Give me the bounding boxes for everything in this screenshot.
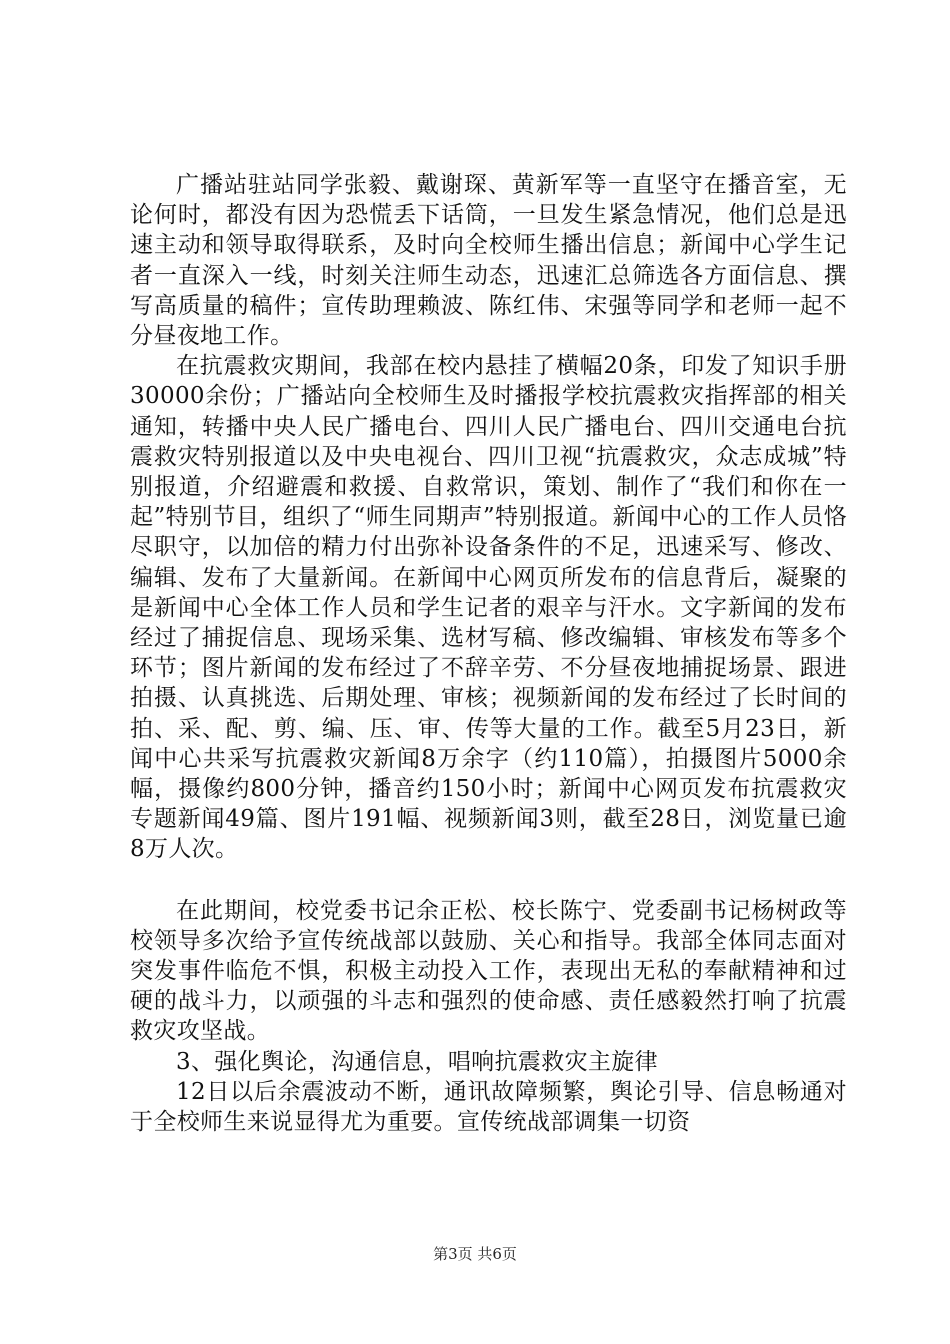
document-body xyxy=(130,170,847,1137)
paragraph-relief-period: 在抗震救灾期间，我部在校内悬挂了横幅20条，印发了知识手册30000余份；广播站向全校师生及时播报学校抗震救灾指挥部的相关通知，转播中央人民广播电台、四川人民广播电台、四川交通电台抗震救灾特别报道以及中央电视台、四川卫视“抗震救灾，众志成城”特别报道，介绍避震和救援、自救常识，策划、制作了“我们和你在一起”特别节目，组织了“师生同期声”特别报道。新闻中心的工作人员恪尽职守，以加倍的精力付出弥补设备条件的不足，迅速采写、修改、编辑、发布了大量新闻。在新闻中心网页所发布的信息背后，凝聚的是新闻中心全体工作人员和学生记者的艰辛与汗水。文字新闻的发布经过了捕捉信息、现场采集、选材写稿、修改编辑、审核发布等多个环节；图片新闻的发布经过了不辞辛劳、不分昼夜地捕捉场景、跟进拍摄、认真挑选、后期处理、审核；视频新闻的发布经过了长时间的拍、采、配、剪、编、压、审、传等大量的工作。截至5月23日，新闻中心共采写抗震救灾新闻8万余字（约110篇），拍摄图片5000余幅，摄像约800分钟，播音约150小时；新闻中心网页发布抗震救灾专题新闻49篇、图片191幅、视频新闻3则，截至28日，浏览量已逾8万人次。 xyxy=(130,353,847,863)
paragraph-final: 12日以后余震波动不断，通讯故障频繁，舆论引导、信息畅通对于全校师生来说显得尤为重要。宣传统战部调集一切资 xyxy=(130,1078,847,1136)
paragraph-leadership: 在此期间，校党委书记余正松、校长陈宁、党委副书记杨树政等校领导多次给予宣传统战部以鼓励、关心和指导。我部全体同志面对突发事件临危不惧，积极主动投入工作，表现出无私的奉献精神和过硬的战斗力，以顽强的斗志和强烈的使命感、责任感毅然打响了抗震救灾攻坚战。 xyxy=(130,897,847,1045)
page-footer: 第3页 共6页 xyxy=(433,1245,517,1263)
section-heading: 3、强化舆论，沟通信息，唱响抗震救灾主旋律 xyxy=(176,1048,658,1075)
paragraph-broadcast-staff: 广播站驻站同学张毅、戴谢琛、黄新军等一直坚守在播音室，无论何时，都没有因为恐慌丢下话筒，一旦发生紧急情况，他们总是迅速主动和领导取得联系，及时向全校师生播出信息；新闻中心学生记者一直深入一线，时刻关注师生动态，迅速汇总筛选各方面信息、撰写高质量的稿件；宣传助理赖波、陈红伟、宋强等同学和老师一起不分昼夜地工作。 xyxy=(130,172,847,350)
